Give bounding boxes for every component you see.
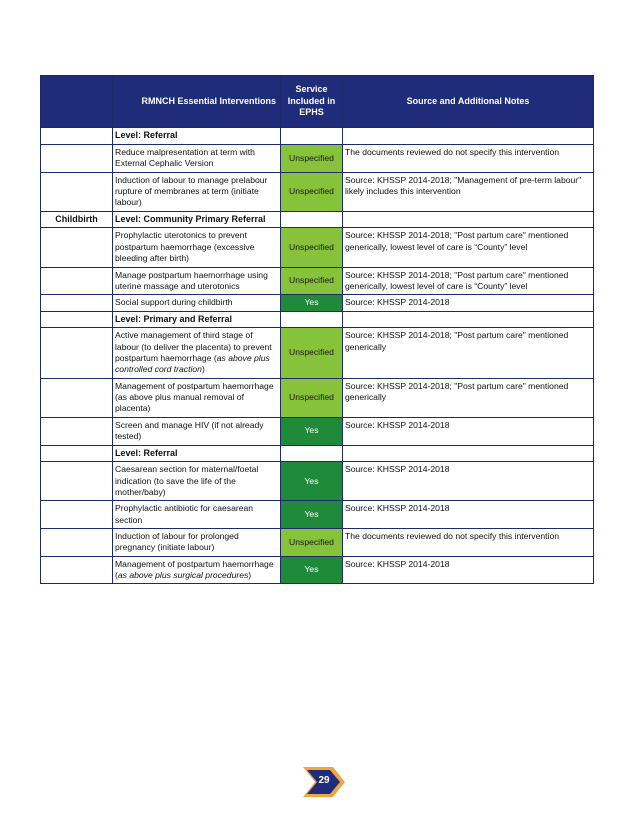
status-badge: Unspecified — [281, 378, 343, 417]
intervention-cell: Prophylactic uterotonics to prevent postpartum haemorrhage (excessive bleeding after birth) — [113, 228, 281, 267]
category-cell-empty — [41, 311, 113, 328]
intervention-cell: Reduce malpresentation at term with External Cephalic Version — [113, 144, 281, 172]
status-badge: Unspecified — [281, 328, 343, 378]
intervention-cell: Caesarean section for maternal/foetal indication (to save the life of the mother/baby) — [113, 462, 281, 501]
intervention-text-italic: as above plus surgical procedures — [117, 570, 249, 581]
empty-cell — [343, 128, 594, 145]
notes-cell: Source: KHSSP 2014-2018 — [343, 417, 594, 445]
level-row — [41, 128, 594, 145]
level-row — [41, 445, 594, 462]
intervention-cell: Social support during childbirth — [113, 295, 281, 311]
status-badge: Unspecified — [281, 172, 343, 211]
level-label: Level: Community Primary Referral — [113, 211, 281, 228]
empty-cell — [343, 311, 594, 328]
table-row — [41, 417, 594, 445]
header-service — [281, 76, 343, 128]
category-cell-empty — [41, 144, 113, 172]
status-badge: Unspecified — [281, 529, 343, 557]
empty-cell — [343, 445, 594, 462]
notes-cell: Source: KHSSP 2014-2018 — [343, 501, 594, 529]
category-cell-empty — [41, 445, 113, 462]
category-cell-empty — [41, 128, 113, 145]
intervention-cell: Management of postpartum haemorrhage (as above plus manual removal of placenta) — [113, 378, 281, 417]
intervention-cell: Screen and manage HIV (if not already tested) — [113, 417, 281, 445]
notes-cell: Source: KHSSP 2014-2018; "Post partum care" mentioned generically — [343, 378, 594, 417]
table-header-row — [41, 76, 594, 128]
intervention-text-after: ) — [201, 364, 205, 375]
header-service-line3: EPHS — [299, 107, 324, 118]
table-row — [41, 172, 594, 211]
table-row — [41, 267, 594, 295]
table-row — [41, 529, 594, 557]
table-row — [41, 328, 594, 378]
category-cell-empty — [41, 529, 113, 557]
intervention-cell: Manage postpartum haemorrhage using uterine massage and uterotonics — [113, 267, 281, 295]
empty-cell — [281, 128, 343, 145]
notes-cell: The documents reviewed do not specify this intervention — [343, 529, 594, 557]
notes-cell: Source: KHSSP 2014-2018 — [343, 556, 594, 584]
header-notes: Source and Additional Notes — [343, 76, 594, 128]
table-row — [41, 228, 594, 267]
level-row — [41, 311, 594, 328]
status-badge: Yes — [281, 501, 343, 529]
category-childbirth: Childbirth — [41, 211, 113, 228]
level-label: Level: Referral — [113, 128, 281, 145]
intervention-cell: Prophylactic antibiotic for caesarean section — [113, 501, 281, 529]
category-cell-empty — [41, 501, 113, 529]
header-category — [41, 76, 113, 128]
page-number: 29 — [318, 775, 330, 786]
intervention-cell — [113, 328, 281, 378]
category-cell-empty — [41, 228, 113, 267]
intervention-text-italic: as above plus controlled cord traction — [115, 353, 270, 375]
category-cell-empty — [41, 295, 113, 311]
notes-cell: Source: KHSSP 2014-2018 — [343, 295, 594, 311]
status-badge: Yes — [281, 295, 343, 311]
empty-cell — [281, 445, 343, 462]
table-row — [41, 295, 594, 311]
category-cell-empty — [41, 417, 113, 445]
header-intervention: RMNCH Essential Interventions — [113, 76, 281, 128]
category-cell-empty — [41, 378, 113, 417]
notes-cell: The documents reviewed do not specify this intervention — [343, 144, 594, 172]
intervention-text: Active management of third stage of labour (to deliver the placenta) to prevent postpartum haemorrhage ( — [115, 330, 272, 364]
notes-cell: Source: KHSSP 2014-2018; "Management of pre-term labour" likely includes this intervention — [343, 172, 594, 211]
notes-cell: Source: KHSSP 2014-2018; "Post partum care" mentioned generically, lowest level of care is “County” level — [343, 228, 594, 267]
table-row — [41, 378, 594, 417]
status-badge: Yes — [281, 462, 343, 501]
notes-cell: Source: KHSSP 2014-2018; "Post partum care" mentioned generically — [343, 328, 594, 378]
header-service-line1: Service — [295, 83, 328, 94]
table-row — [41, 556, 594, 584]
category-cell-empty — [41, 462, 113, 501]
status-badge: Yes — [281, 417, 343, 445]
empty-cell — [343, 211, 594, 228]
empty-cell — [281, 311, 343, 328]
status-badge: Unspecified — [281, 144, 343, 172]
level-label: Level: Primary and Referral — [113, 311, 281, 328]
table-row — [41, 501, 594, 529]
table-row — [41, 462, 594, 501]
intervention-cell: Induction of labour to manage prelabour rupture of membranes at term (initiate labour) — [113, 172, 281, 211]
category-cell-empty — [41, 267, 113, 295]
category-cell-empty — [41, 328, 113, 378]
table-row — [41, 144, 594, 172]
status-badge: Unspecified — [281, 228, 343, 267]
intervention-cell: Induction of labour for prolonged pregnancy (initiate labour) — [113, 529, 281, 557]
category-cell-empty — [41, 556, 113, 584]
category-cell-empty — [41, 172, 113, 211]
status-badge: Unspecified — [281, 267, 343, 295]
level-label: Level: Referral — [113, 445, 281, 462]
empty-cell — [281, 211, 343, 228]
level-row — [41, 211, 594, 228]
notes-cell: Source: KHSSP 2014-2018 — [343, 462, 594, 501]
notes-cell: Source: KHSSP 2014-2018; "Post partum care" mentioned generically, lowest level of care is “County” level — [343, 267, 594, 295]
page-number-badge — [301, 765, 347, 799]
header-service-line2: Included in — [287, 95, 336, 106]
interventions-table — [40, 75, 594, 584]
intervention-text-after: ) — [248, 570, 252, 581]
intervention-text: Management of postpartum haemorrhage ( — [115, 558, 274, 581]
status-badge: Yes — [281, 556, 343, 584]
intervention-cell — [113, 556, 281, 584]
